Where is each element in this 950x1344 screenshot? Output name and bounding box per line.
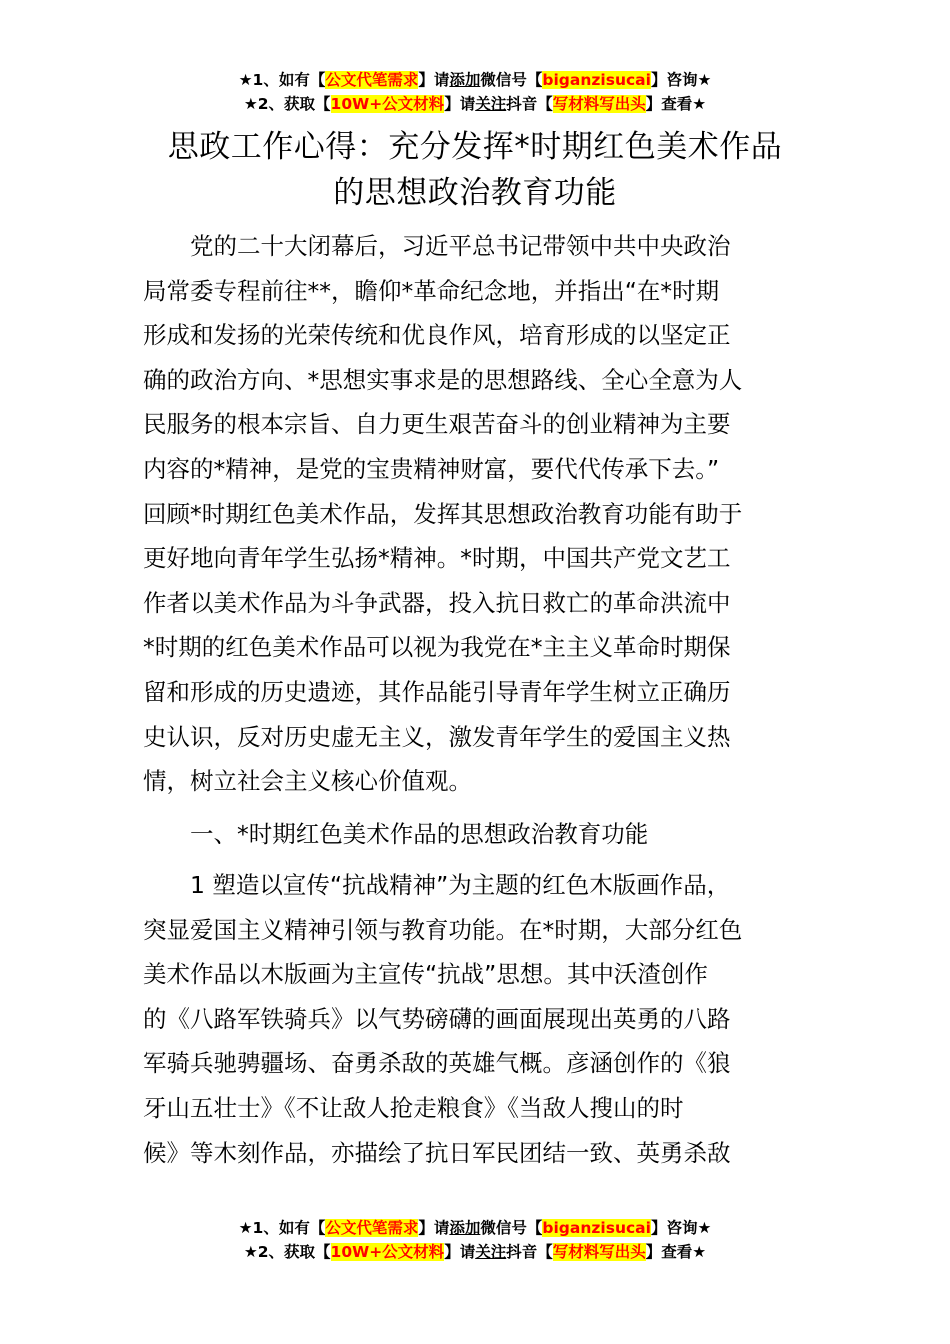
text-line: 党的二十大闭幕后，习近平总书记带领中共中央政治	[143, 232, 731, 260]
text-line: 候》等木刻作品，亦描绘了抗日军民团结一致、英勇杀敌	[143, 1138, 731, 1167]
banner-text: 】查看★	[645, 1243, 707, 1261]
banner-text-underlined: 添加	[449, 1219, 481, 1237]
banner-text: 微信号【	[480, 71, 543, 89]
text-line: 1 塑造以宣传“抗战精神”为主题的红色木版画作品，	[143, 871, 731, 899]
title-line: 的思想政治教育功能	[333, 175, 617, 211]
banner-text-underlined: 关注	[475, 1243, 507, 1261]
banner-text: 】请	[444, 1243, 476, 1261]
banner-line-1	[0, 1216, 950, 1240]
banner-text: 抖音【	[506, 95, 553, 113]
highlight-service: 公文代笔需求	[325, 71, 419, 89]
text-line: 确的政治方向、*思想实事求是的思想路线、全心全意为人	[143, 365, 743, 394]
highlight-douyin-account: 写材料写出头	[552, 1243, 646, 1261]
banner-text: 】咨询★	[650, 1219, 712, 1237]
paragraph-section-1	[143, 863, 808, 1175]
text-line: 民服务的根本宗旨、自力更生艰苦奋斗的创业精神为主要	[143, 410, 731, 439]
banner-text: 微信号【	[480, 1219, 543, 1237]
banner-text: ★1、如有【	[238, 1219, 326, 1237]
section-heading	[143, 812, 808, 857]
header-banner	[0, 68, 950, 116]
text-line: 回顾*时期红色美术作品，发挥其思想政治教育功能有助于	[143, 499, 743, 528]
text-line: 内容的*精神，是党的宝贵精神财富，要代代传承下去。”	[143, 454, 720, 483]
banner-text: 】请	[418, 71, 450, 89]
banner-text: ★2、获取【	[243, 95, 331, 113]
banner-line-2	[0, 92, 950, 116]
title-line: 思政工作心得：充分发挥*时期红色美术作品	[167, 129, 783, 165]
text-line: 更好地向青年学生弘扬*精神。*时期，中国共产党文艺工	[143, 544, 731, 573]
banner-text: 】请	[444, 95, 476, 113]
text-line: 的《八路军铁骑兵》以气势磅礴的画面展现出英勇的八路	[143, 1004, 731, 1033]
banner-line-1	[0, 68, 950, 92]
text-line: 突显爱国主义精神引领与教育功能。在*时期，大部分红色	[143, 915, 743, 944]
text-line: 牙山五壮士》《不让敌人抢走粮食》《当敌人搜山的时	[143, 1093, 684, 1122]
text-line: 局常委专程前往**，瞻仰*革命纪念地，并指出“在*时期	[143, 276, 720, 305]
banner-text: 抖音【	[506, 1243, 553, 1261]
banner-text: 】咨询★	[650, 71, 712, 89]
banner-text-underlined: 关注	[475, 95, 507, 113]
text-line: 史认识，反对历史虚无主义，激发青年学生的爱国主义热	[143, 722, 731, 751]
text-line: *时期的红色美术作品可以视为我党在*主主义革命时期保	[143, 633, 731, 662]
text-line: 留和形成的历史遗迹，其作品能引导青年学生树立正确历	[143, 677, 731, 706]
banner-text-underlined: 添加	[449, 71, 481, 89]
highlight-service: 公文代笔需求	[325, 1219, 419, 1237]
highlight-wechat-id: biganzisucai	[542, 1219, 651, 1237]
highlight-douyin-account: 写材料写出头	[552, 95, 646, 113]
highlight-materials: 10W+公文材料	[330, 1243, 445, 1261]
highlight-wechat-id: biganzisucai	[542, 71, 651, 89]
footer-banner	[0, 1216, 950, 1264]
banner-line-2	[0, 1240, 950, 1264]
text-line: 形成和发扬的光荣传统和优良作风，培育形成的以坚定正	[143, 321, 731, 350]
text-line: 作者以美术作品为斗争武器，投入抗日救亡的革命洪流中	[143, 588, 731, 617]
highlight-materials: 10W+公文材料	[330, 95, 445, 113]
banner-text: 】查看★	[645, 95, 707, 113]
banner-text: ★1、如有【	[238, 71, 326, 89]
banner-text: ★2、获取【	[243, 1243, 331, 1261]
document-title	[100, 124, 850, 216]
paragraph-intro	[143, 224, 808, 804]
text-line: 美术作品以木版画为主宣传“抗战”思想。其中沃渣创作	[143, 960, 708, 989]
text-line: 情，树立社会主义核心价值观。	[143, 767, 472, 796]
heading-text: 一、*时期红色美术作品的思想政治教育功能	[143, 820, 649, 848]
banner-text: 】请	[418, 1219, 450, 1237]
text-line: 军骑兵驰骋疆场、奋勇杀敌的英雄气概。彦涵创作的《狼	[143, 1049, 731, 1078]
